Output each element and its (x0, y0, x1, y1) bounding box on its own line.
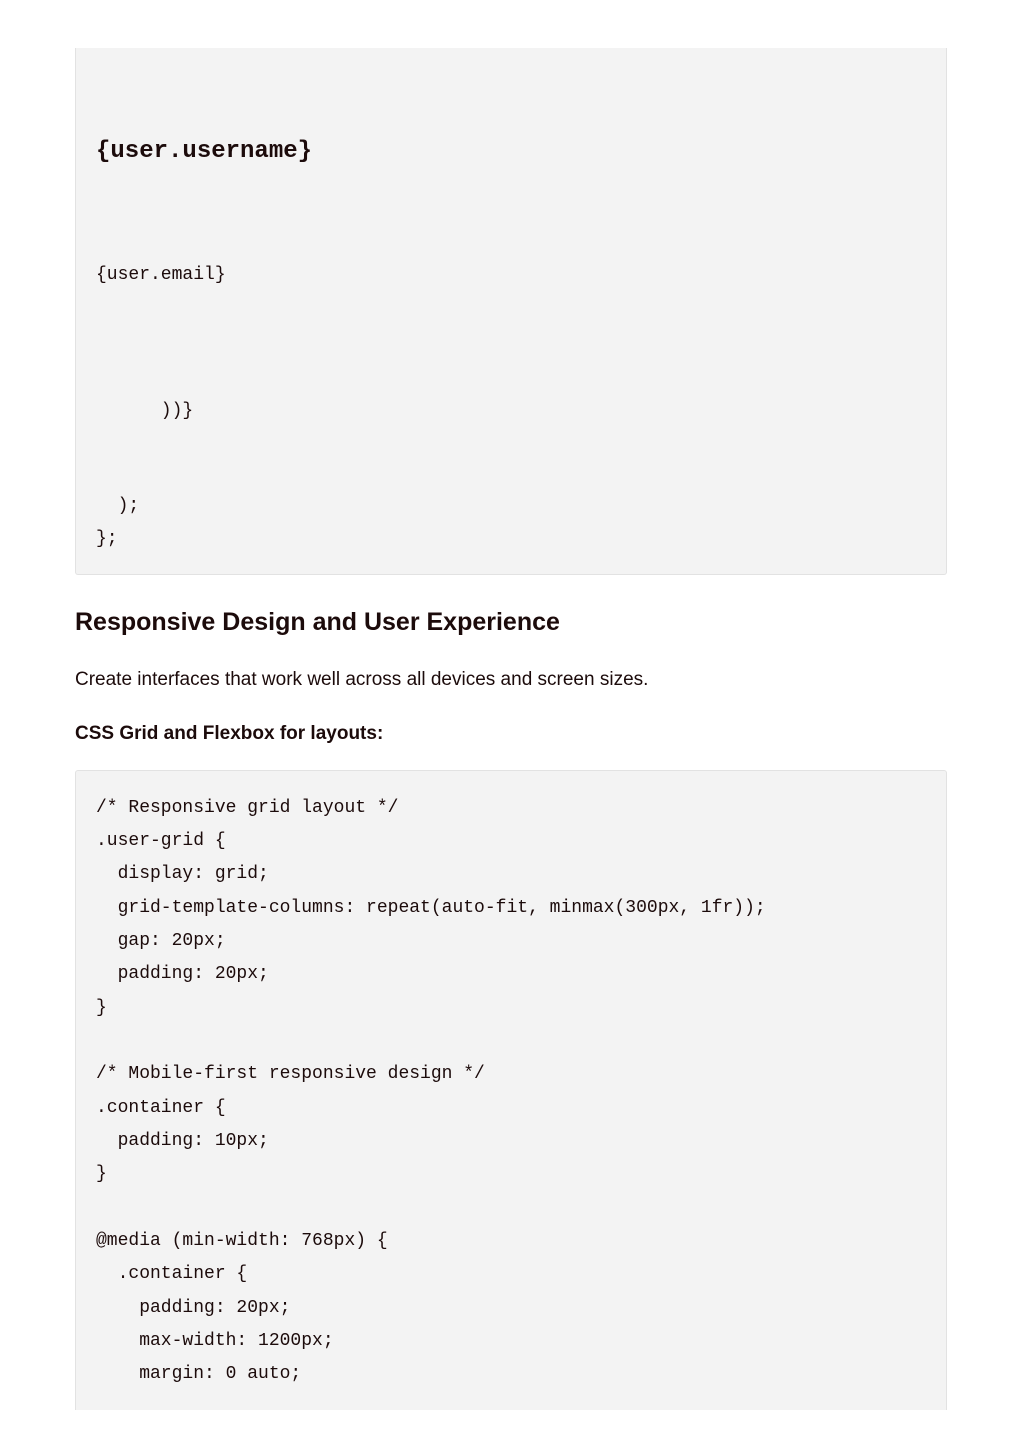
code-line-close-brace: }; (96, 529, 118, 549)
code-line: grid-template-columns: repeat(auto-fit, minmax(300px, 1fr)); (96, 898, 766, 918)
code-line-close-paren: ); (96, 496, 140, 516)
section-subheading: CSS Grid and Flexbox for layouts: (75, 723, 384, 744)
code-line: padding: 10px; (96, 1131, 269, 1151)
code-line: @media (min-width: 768px) { (96, 1231, 388, 1251)
code-line: .container { (96, 1098, 226, 1118)
code-block-top (75, 48, 947, 575)
code-line: display: grid; (96, 864, 269, 884)
code-line: .user-grid { (96, 831, 226, 851)
code-line-username: {user.username} (96, 138, 313, 165)
code-line-email: {user.email} (96, 265, 226, 285)
code-line: padding: 20px; (96, 964, 269, 984)
code-line: } (96, 998, 107, 1018)
code-block-css (75, 770, 947, 1410)
code-line: /* Mobile-first responsive design */ (96, 1064, 485, 1084)
section-heading: Responsive Design and User Experience (75, 608, 560, 636)
code-line: padding: 20px; (96, 1298, 291, 1318)
section-intro: Create interfaces that work well across all devices and screen sizes. (75, 669, 649, 690)
code-line-close-map: ))} (96, 401, 194, 421)
code-line: /* Responsive grid layout */ (96, 798, 399, 818)
code-line: gap: 20px; (96, 931, 226, 951)
code-line: } (96, 1164, 107, 1184)
code-line: margin: 0 auto; (96, 1364, 302, 1384)
code-line: .container { (96, 1264, 248, 1284)
code-line: max-width: 1200px; (96, 1331, 334, 1351)
